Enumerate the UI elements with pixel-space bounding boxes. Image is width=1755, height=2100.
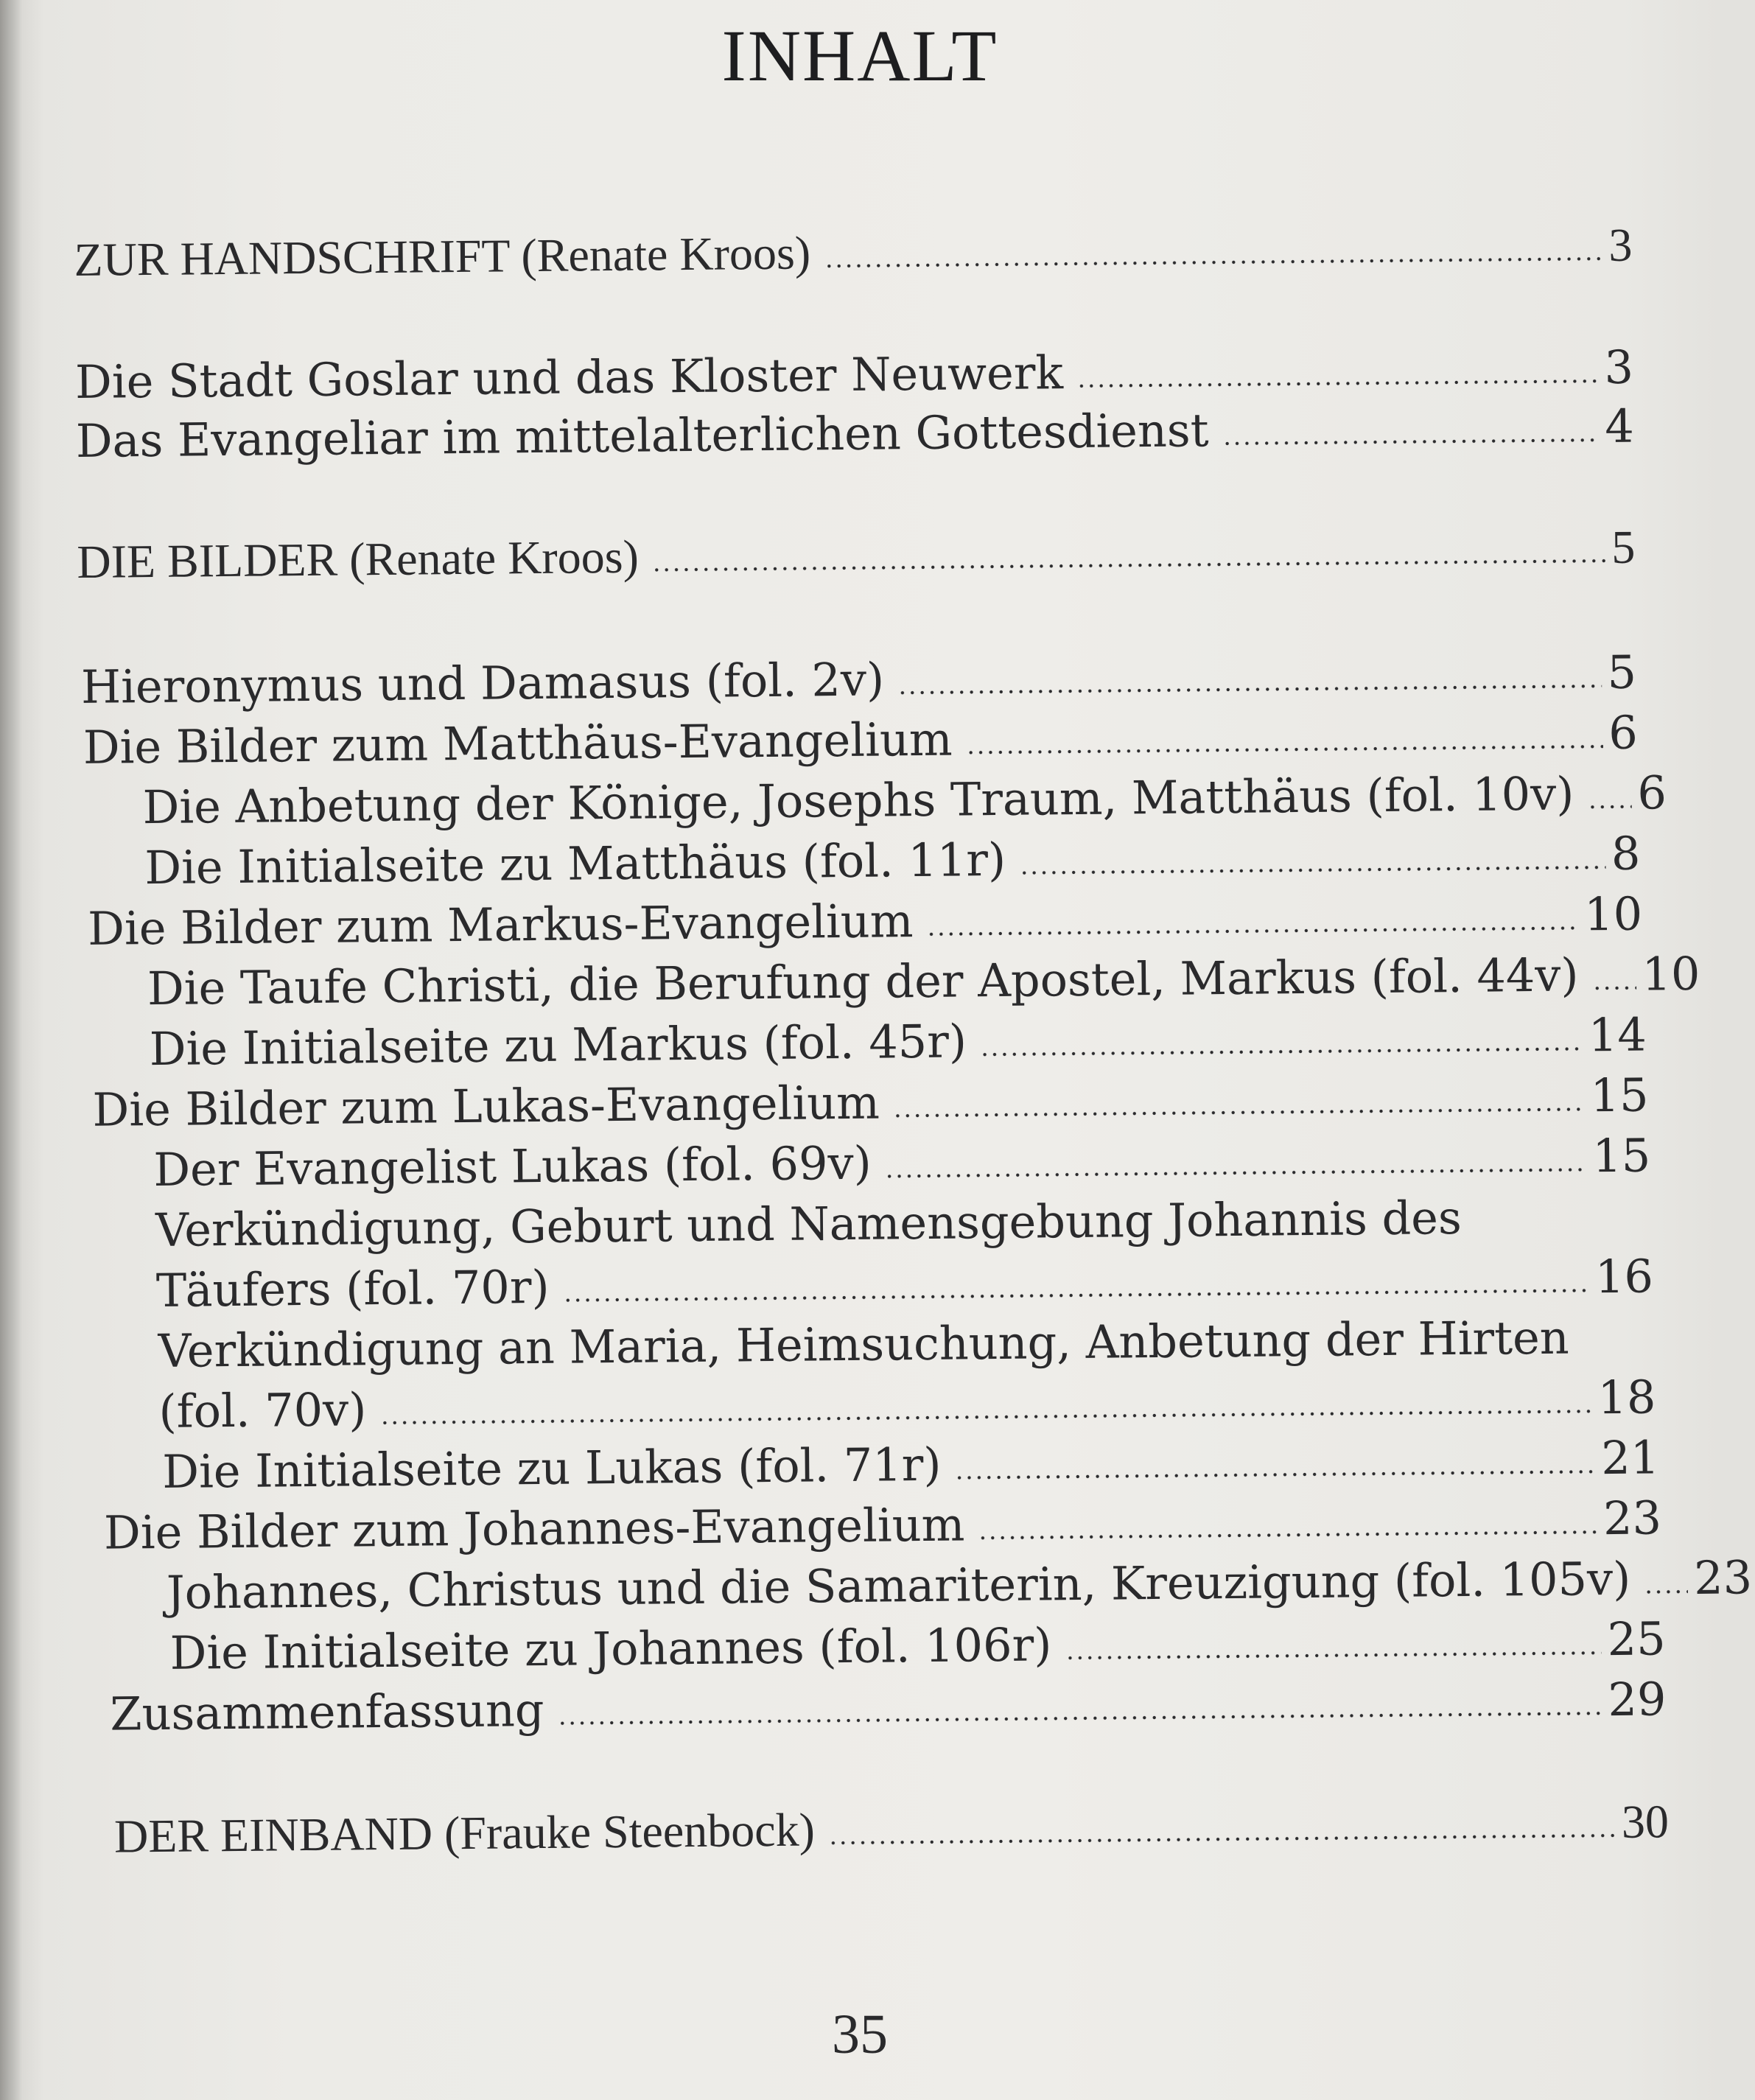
toc-entry-page: 15	[1590, 1068, 1649, 1123]
dot-leader	[1019, 865, 1605, 875]
toc-entry-verkuendigung-maria	[158, 1306, 1656, 1441]
toc-entry-page: 6	[1608, 705, 1639, 760]
dot-leader	[558, 1711, 1602, 1726]
toc-entry-title-cont: Täufers (fol. 70r)	[155, 1259, 550, 1317]
toc-entry-page: 3	[1608, 218, 1633, 272]
toc-entry-page: 23	[1693, 1550, 1753, 1605]
toc-entry-page: 10	[1642, 946, 1700, 1001]
toc-entry-page: 5	[1611, 520, 1636, 573]
toc-entry-title: Die Initialseite zu Matthäus (fol. 11r)	[144, 832, 1006, 895]
toc-entry-title-cont: (fol. 70v)	[158, 1382, 367, 1438]
page-number: 35	[832, 2003, 888, 2065]
dot-leader	[1065, 1651, 1601, 1660]
toc-entry-verkuendigung-johannis	[155, 1186, 1653, 1320]
toc-entry-page: 21	[1600, 1430, 1660, 1485]
toc-entry-title: Johannes, Christus und die Samariterin, Kreuzigung (fol. 105v)	[166, 1551, 1631, 1620]
dot-leader	[980, 1046, 1583, 1057]
toc-entry-page: 29	[1608, 1672, 1667, 1727]
dot-leader	[379, 1409, 1591, 1425]
dot-leader	[1644, 1589, 1688, 1595]
toc-entry-page: 6	[1637, 766, 1667, 820]
toc-entry-page: 30	[1621, 1795, 1670, 1848]
toc-entry-der-einband	[114, 1791, 1670, 1866]
toc-entry-page: 8	[1611, 826, 1641, 881]
dot-leader	[893, 1107, 1585, 1118]
toc-entry-title: Die Initialseite zu Lukas (fol. 71r)	[161, 1437, 942, 1499]
dot-leader	[897, 684, 1601, 695]
toc-entry-title: Die Anbetung der Könige, Josephs Traum, Matthäus (fol. 10v)	[142, 766, 1574, 835]
toc-entry-title: Die Taufe Christi, die Berufung der Apostel, Markus (fol. 44v)	[147, 948, 1579, 1016]
page-title: INHALT	[721, 15, 998, 97]
toc-entry-page: 4	[1604, 399, 1635, 454]
dot-leader	[927, 925, 1579, 936]
toc-entry-title: Die Initialseite zu Markus (fol. 45r)	[149, 1014, 967, 1077]
toc-entry-page: 5	[1607, 645, 1637, 700]
dot-leader	[955, 1469, 1596, 1480]
toc-entry-page: 16	[1594, 1249, 1654, 1304]
dot-leader	[1222, 438, 1600, 446]
toc-entry-page: 14	[1588, 1007, 1647, 1063]
table-of-contents	[74, 206, 1753, 1863]
toc-entry-title: Verkündigung, Geburt und Namensgebung Johannis des	[155, 1190, 1462, 1257]
dot-leader	[824, 256, 1602, 268]
book-gutter	[0, 0, 22, 2100]
toc-entry-page: 23	[1602, 1491, 1662, 1546]
toc-entry-page: 18	[1597, 1370, 1656, 1425]
toc-entry-title: Hieronymus und Damasus (fol. 2v)	[80, 652, 885, 714]
toc-entry-title: Das Evangeliar im mittelalterlichen Gottesdienst	[75, 403, 1209, 468]
dot-leader	[1592, 986, 1636, 991]
toc-entry-title: Die Stadt Goslar und das Kloster Neuwerk	[74, 346, 1064, 409]
dot-leader	[1588, 805, 1632, 810]
toc-entry-page: 25	[1607, 1611, 1666, 1667]
toc-entry-page: 10	[1583, 886, 1643, 942]
dot-leader	[1076, 379, 1599, 388]
dot-leader	[828, 1833, 1616, 1845]
toc-entry-die-bilder	[77, 517, 1636, 592]
dot-leader	[978, 1530, 1597, 1540]
toc-entry-title: Die Initialseite zu Johannes (fol. 106r)	[169, 1617, 1052, 1680]
toc-entry-title: Verkündigung an Maria, Heimsuchung, Anbetung der Hirten	[158, 1310, 1570, 1378]
toc-entry-title: Die Bilder zum Johannes-Evangelium	[103, 1497, 965, 1560]
dot-leader	[885, 1167, 1587, 1178]
dot-leader	[966, 744, 1603, 755]
toc-entry-title: Die Bilder zum Lukas-Evangelium	[92, 1075, 880, 1137]
toc-entry-page: 15	[1592, 1128, 1651, 1183]
toc-entry-zur-handschrift	[74, 215, 1633, 290]
toc-entry-title: Der Evangelist Lukas (fol. 69v)	[153, 1135, 872, 1197]
toc-entry-title: Die Bilder zum Markus-Evangelium	[87, 894, 914, 956]
toc-entry-title: DER EINBAND (Frauke Steenbock)	[113, 1803, 816, 1863]
dot-leader	[652, 559, 1606, 572]
toc-entry-title: ZUR HANDSCHRIFT (Renate Kroos)	[74, 226, 811, 286]
dot-leader	[563, 1288, 1589, 1302]
toc-entry-title: Zusammenfassung	[110, 1682, 544, 1741]
toc-entry-title: Die Bilder zum Matthäus-Evangelium	[83, 712, 953, 774]
toc-entry-page: 3	[1604, 340, 1634, 395]
toc-entry-title: DIE BILDER (Renate Kroos)	[77, 530, 640, 588]
